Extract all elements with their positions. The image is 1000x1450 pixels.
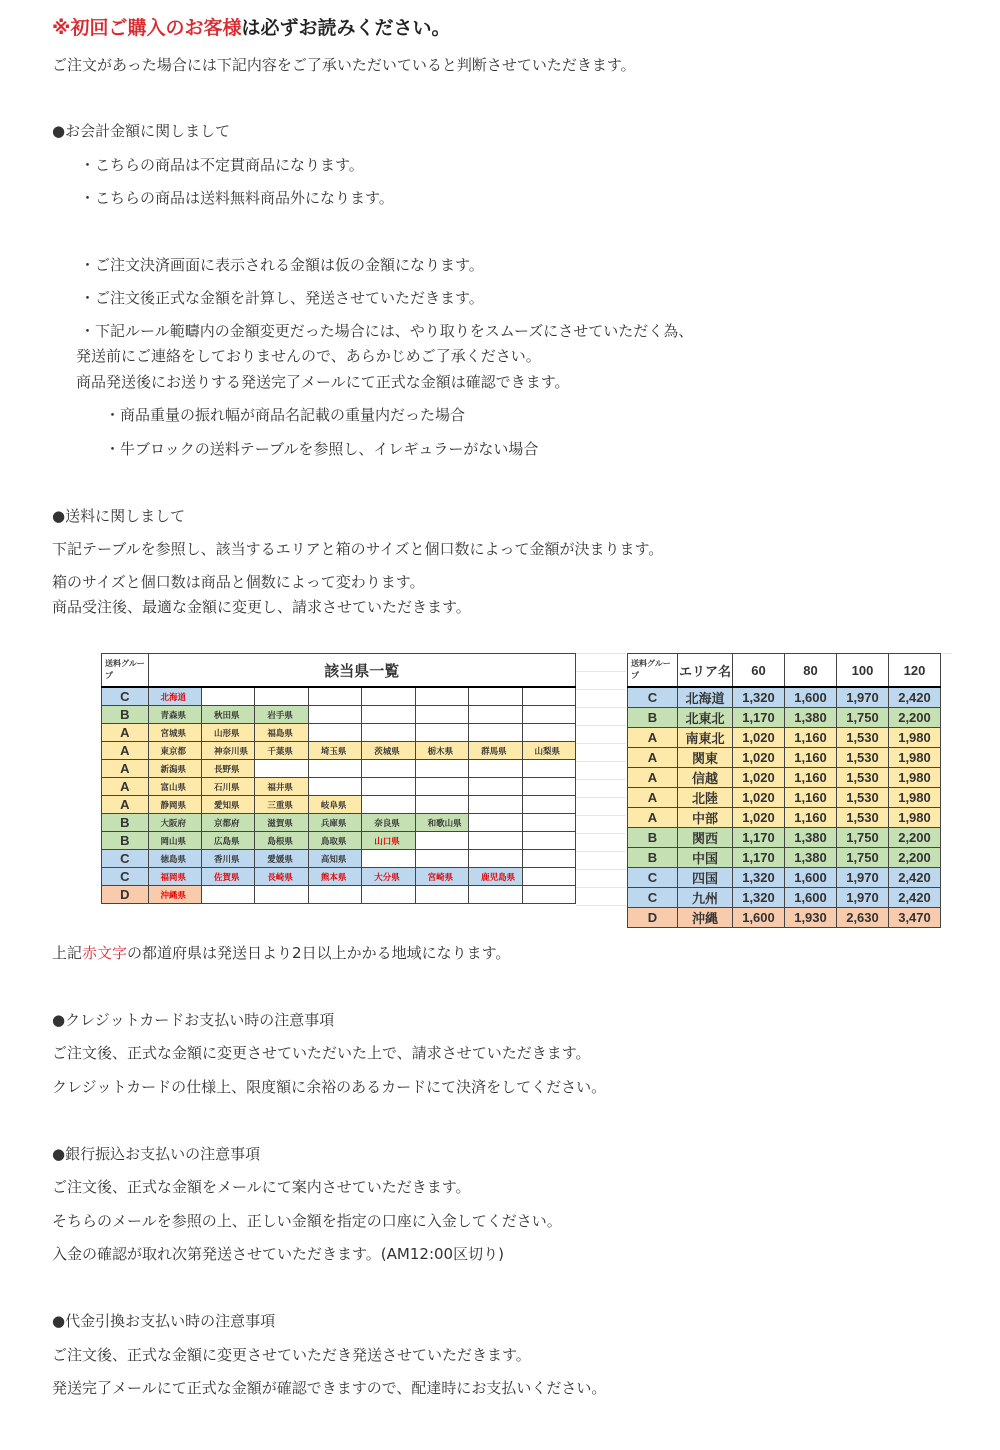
rate-cell: 1,170 — [733, 848, 785, 868]
prefecture-table-header — [102, 654, 576, 688]
prefecture-row — [102, 832, 576, 850]
prefecture-cell: 広島県 — [201, 832, 254, 850]
prefecture-cell: 鳥取県 — [308, 832, 361, 850]
group-cell: C — [628, 888, 678, 908]
shipping-line-1: 下記テーブルを参照し、該当するエリアと箱のサイズと個口数によって金額が決まります。 — [52, 540, 664, 558]
prefecture-cell — [362, 687, 415, 706]
prefecture-cell — [362, 778, 415, 796]
rate-table-header — [628, 654, 941, 688]
rate-cell: 1,320 — [733, 888, 785, 908]
rate-cell: 1,170 — [733, 708, 785, 728]
prefecture-cell — [469, 886, 522, 904]
rate-cell: 1,020 — [733, 788, 785, 808]
rate-cell: 1,750 — [837, 708, 889, 728]
prefecture-cell — [469, 850, 522, 868]
title-emphasis: ※初回ご購入のお客様 — [52, 17, 242, 39]
group-cell: B — [628, 848, 678, 868]
prefecture-cell — [469, 687, 522, 706]
prefecture-cell: 新潟県 — [148, 760, 201, 778]
area-cell: 関東 — [678, 748, 733, 768]
prefecture-cell: 宮城県 — [148, 724, 201, 742]
rate-row — [628, 728, 941, 748]
prefecture-cell — [522, 814, 576, 832]
cod-line-1: ご注文後、正式な金額に変更させていただき発送させていただきます。 — [52, 1346, 531, 1364]
rate-cell: 1,970 — [837, 868, 889, 888]
payment-line-3: ・ご注文決済画面に表示される金額は仮の金額になります。 — [80, 256, 484, 274]
prefecture-list-header: 該当県一覧 — [148, 654, 575, 688]
group-cell: C — [102, 868, 149, 886]
prefecture-cell: 栃木県 — [415, 742, 468, 760]
prefecture-cell — [362, 886, 415, 904]
rate-cell: 1,530 — [837, 728, 889, 748]
rate-cell: 1,970 — [837, 888, 889, 908]
prefecture-row — [102, 742, 576, 760]
group-cell: D — [628, 908, 678, 928]
rate-cell: 1,970 — [837, 687, 889, 708]
group-cell: B — [102, 814, 149, 832]
rate-row — [628, 748, 941, 768]
rate-cell: 2,420 — [889, 868, 941, 888]
prefecture-cell: 茨城県 — [362, 742, 415, 760]
prefecture-row — [102, 687, 576, 706]
prefecture-cell: 長崎県 — [255, 868, 308, 886]
prefecture-cell: 愛知県 — [201, 796, 254, 814]
prefecture-cell — [522, 796, 576, 814]
rate-cell: 1,980 — [889, 748, 941, 768]
note-suffix: の都道府県は発送日より2日以上かかる地域になります。 — [127, 944, 511, 962]
group-cell: C — [628, 868, 678, 888]
prefecture-cell: 福井県 — [255, 778, 308, 796]
prefecture-cell: 長野県 — [201, 760, 254, 778]
prefecture-cell — [415, 832, 468, 850]
rate-cell: 1,530 — [837, 808, 889, 828]
rate-cell: 1,380 — [785, 708, 837, 728]
group-cell: A — [628, 748, 678, 768]
prefecture-cell: 佐賀県 — [201, 868, 254, 886]
prefecture-cell: 徳島県 — [148, 850, 201, 868]
prefecture-cell — [255, 687, 308, 706]
rate-row — [628, 848, 941, 868]
rate-cell: 1,980 — [889, 768, 941, 788]
bank-line-3: 入金の確認が取れ次第発送させていただきます。(AM12:00区切り) — [52, 1245, 504, 1263]
prefecture-cell: 岩手県 — [255, 706, 308, 724]
note-prefix: 上記 — [52, 944, 83, 962]
prefecture-cell — [469, 724, 522, 742]
rate-cell: 1,160 — [785, 728, 837, 748]
prefecture-cell — [415, 724, 468, 742]
payment-line-5: ・下記ルール範疇内の金額変更だった場合には、やり取りをスムーズにさせていただく為、 — [80, 322, 694, 340]
rate-row — [628, 768, 941, 788]
prefecture-cell — [362, 724, 415, 742]
prefecture-cell — [522, 724, 576, 742]
group-cell: B — [102, 832, 149, 850]
rate-cell: 1,160 — [785, 788, 837, 808]
prefecture-cell — [308, 724, 361, 742]
payment-line-7: 商品発送後にお送りする発送完了メールにて正式な金額は確認できます。 — [76, 373, 570, 391]
group-cell: A — [102, 778, 149, 796]
area-cell: 沖縄 — [678, 908, 733, 928]
group-cell: A — [102, 760, 149, 778]
prefecture-cell: 岡山県 — [148, 832, 201, 850]
prefecture-cell — [308, 687, 361, 706]
prefecture-cell: 山梨県 — [522, 742, 576, 760]
bank-line-1: ご注文後、正式な金額をメールにて案内させていただきます。 — [52, 1178, 471, 1196]
rate-cell: 1,980 — [889, 728, 941, 748]
sheet-gridlines-right — [940, 653, 952, 672]
prefecture-cell — [308, 760, 361, 778]
group-cell: A — [628, 728, 678, 748]
prefecture-cell: 沖縄県 — [148, 886, 201, 904]
payment-line-1: ・こちらの商品は不定貫商品になります。 — [80, 156, 364, 174]
prefecture-cell: 北海道 — [148, 687, 201, 706]
prefecture-cell — [415, 796, 468, 814]
group-cell: C — [628, 687, 678, 708]
rate-row — [628, 788, 941, 808]
prefecture-cell: 神奈川県 — [201, 742, 254, 760]
prefecture-cell: 和歌山県 — [415, 814, 468, 832]
prefecture-cell: 千葉県 — [255, 742, 308, 760]
rate-row — [628, 868, 941, 888]
prefecture-row — [102, 706, 576, 724]
group-cell: C — [102, 687, 149, 706]
payment-line-9: ・牛ブロックの送料テーブルを参照し、イレギュラーがない場合 — [105, 440, 539, 458]
prefecture-cell — [522, 706, 576, 724]
prefecture-cell — [201, 687, 254, 706]
rate-row — [628, 908, 941, 928]
payment-line-8: ・商品重量の振れ幅が商品名記載の重量内だった場合 — [105, 406, 466, 424]
prefecture-cell: 静岡県 — [148, 796, 201, 814]
prefecture-cell: 奈良県 — [362, 814, 415, 832]
rate-cell: 2,420 — [889, 687, 941, 708]
prefecture-row — [102, 886, 576, 904]
group-cell: D — [102, 886, 149, 904]
prefecture-cell — [522, 778, 576, 796]
prefecture-row — [102, 868, 576, 886]
prefecture-row — [102, 760, 576, 778]
prefecture-cell — [469, 796, 522, 814]
group-cell: A — [628, 808, 678, 828]
prefecture-cell — [362, 760, 415, 778]
rate-cell: 2,420 — [889, 888, 941, 908]
prefecture-cell — [308, 778, 361, 796]
prefecture-cell: 愛媛県 — [255, 850, 308, 868]
area-cell: 四国 — [678, 868, 733, 888]
prefecture-cell — [522, 760, 576, 778]
cod-line-2: 発送完了メールにて正式な金額が確認できますので、配達時にお支払いください。 — [52, 1379, 607, 1397]
group-cell: A — [628, 768, 678, 788]
group-cell: A — [102, 724, 149, 742]
area-cell: 信越 — [678, 768, 733, 788]
rate-cell: 1,020 — [733, 748, 785, 768]
prefecture-cell — [415, 886, 468, 904]
area-header: エリア名 — [678, 654, 733, 688]
prefecture-cell — [201, 886, 254, 904]
prefecture-row — [102, 814, 576, 832]
prefecture-cell — [362, 706, 415, 724]
size-header: 100 — [837, 654, 889, 688]
rate-cell: 1,320 — [733, 868, 785, 888]
prefecture-cell: 香川県 — [201, 850, 254, 868]
rate-cell: 1,600 — [785, 888, 837, 908]
prefecture-cell — [522, 886, 576, 904]
rate-cell: 1,930 — [785, 908, 837, 928]
payment-line-4: ・ご注文後正式な金額を計算し、発送させていただきます。 — [80, 289, 484, 307]
prefecture-cell: 大分県 — [362, 868, 415, 886]
rate-row — [628, 687, 941, 708]
rate-cell: 1,750 — [837, 828, 889, 848]
area-cell: 北東北 — [678, 708, 733, 728]
group-cell: B — [628, 828, 678, 848]
prefecture-cell: 熊本県 — [308, 868, 361, 886]
prefecture-table — [101, 653, 576, 904]
prefecture-cell — [469, 706, 522, 724]
note-red-word: 赤文字 — [82, 944, 128, 962]
prefecture-cell — [469, 760, 522, 778]
rate-cell: 1,980 — [889, 788, 941, 808]
section-heading-bank: ●銀行振込お支払いの注意事項 — [52, 1145, 261, 1163]
prefecture-cell: 青森県 — [148, 706, 201, 724]
prefecture-cell: 京都府 — [201, 814, 254, 832]
group-cell: B — [628, 708, 678, 728]
rate-row — [628, 808, 941, 828]
section-heading-cod: ●代金引換お支払い時の注意事項 — [52, 1312, 276, 1330]
prefecture-row — [102, 850, 576, 868]
prefecture-cell — [362, 850, 415, 868]
rate-cell: 1,020 — [733, 808, 785, 828]
prefecture-cell: 富山県 — [148, 778, 201, 796]
size-header: 80 — [785, 654, 837, 688]
prefecture-cell — [469, 832, 522, 850]
size-header: 60 — [733, 654, 785, 688]
rate-row — [628, 888, 941, 908]
prefecture-cell: 島根県 — [255, 832, 308, 850]
prefecture-cell: 埼玉県 — [308, 742, 361, 760]
section-heading-shipping: ●送料に関しまして — [52, 507, 186, 525]
group-cell: C — [102, 850, 149, 868]
rate-cell: 1,600 — [733, 908, 785, 928]
rate-cell: 2,630 — [837, 908, 889, 928]
prefecture-cell — [415, 850, 468, 868]
title-rest: は必ずお読みください。 — [241, 17, 451, 39]
intro-text: ご注文があった場合には下記内容をご了承いただいていると判断させていただきます。 — [52, 56, 636, 74]
prefecture-row — [102, 724, 576, 742]
prefecture-cell — [469, 814, 522, 832]
prefecture-row — [102, 796, 576, 814]
rate-cell: 2,200 — [889, 828, 941, 848]
prefecture-cell — [469, 778, 522, 796]
group-header: 送料グループ — [102, 654, 149, 688]
rate-cell: 1,380 — [785, 848, 837, 868]
prefecture-cell — [415, 706, 468, 724]
prefecture-cell: 東京都 — [148, 742, 201, 760]
rate-cell: 1,530 — [837, 768, 889, 788]
rate-cell: 1,380 — [785, 828, 837, 848]
credit-line-1: ご注文後、正式な金額に変更させていただいた上で、請求させていただきます。 — [52, 1044, 591, 1062]
prefecture-row — [102, 778, 576, 796]
prefecture-cell — [255, 760, 308, 778]
area-cell: 北陸 — [678, 788, 733, 808]
page-title — [52, 16, 451, 40]
prefecture-cell: 滋賀県 — [255, 814, 308, 832]
prefecture-cell — [362, 796, 415, 814]
prefecture-cell: 山口県 — [362, 832, 415, 850]
prefecture-cell: 兵庫県 — [308, 814, 361, 832]
prefecture-cell — [255, 886, 308, 904]
rate-cell: 1,170 — [733, 828, 785, 848]
prefecture-cell — [415, 760, 468, 778]
prefecture-cell: 福島県 — [255, 724, 308, 742]
rate-cell: 2,200 — [889, 848, 941, 868]
rate-cell: 1,600 — [785, 687, 837, 708]
shipping-line-3: 商品受注後、最適な金額に変更し、請求させていただきます。 — [52, 598, 471, 616]
area-cell: 中部 — [678, 808, 733, 828]
credit-line-2: クレジットカードの仕様上、限度額に余裕のあるカードにて決済をしてください。 — [52, 1078, 607, 1096]
prefecture-cell: 大阪府 — [148, 814, 201, 832]
rate-cell: 1,320 — [733, 687, 785, 708]
rate-cell: 1,020 — [733, 768, 785, 788]
prefecture-cell — [308, 886, 361, 904]
area-cell: 九州 — [678, 888, 733, 908]
payment-line-6: 発送前にご連絡をしておりませんので、あらかじめご了承ください。 — [76, 347, 541, 365]
size-header: 120 — [889, 654, 941, 688]
shipping-line-2: 箱のサイズと個口数は商品と個数によって変わります。 — [52, 573, 425, 591]
rate-cell: 1,160 — [785, 768, 837, 788]
rate-row — [628, 708, 941, 728]
rate-cell: 1,160 — [785, 808, 837, 828]
rate-cell: 1,530 — [837, 748, 889, 768]
prefecture-cell: 鹿児島県 — [469, 868, 522, 886]
payment-line-2: ・こちらの商品は送料無料商品外になります。 — [80, 189, 394, 207]
rate-cell: 1,160 — [785, 748, 837, 768]
red-text-note — [52, 944, 510, 962]
prefecture-cell: 宮崎県 — [415, 868, 468, 886]
prefecture-cell: 三重県 — [255, 796, 308, 814]
group-cell: A — [102, 742, 149, 760]
rate-cell: 1,980 — [889, 808, 941, 828]
area-cell: 北海道 — [678, 687, 733, 708]
shipping-rate-table — [627, 653, 941, 928]
prefecture-cell — [415, 778, 468, 796]
group-cell: A — [102, 796, 149, 814]
prefecture-cell: 福岡県 — [148, 868, 201, 886]
prefecture-cell: 石川県 — [201, 778, 254, 796]
rate-cell: 1,750 — [837, 848, 889, 868]
area-cell: 南東北 — [678, 728, 733, 748]
section-heading-payment: ●お会計金額に関しまして — [52, 122, 231, 140]
group-cell: B — [102, 706, 149, 724]
area-cell: 中国 — [678, 848, 733, 868]
prefecture-cell: 秋田県 — [201, 706, 254, 724]
prefecture-cell: 山形県 — [201, 724, 254, 742]
prefecture-cell — [522, 850, 576, 868]
rate-cell: 2,200 — [889, 708, 941, 728]
prefecture-cell — [415, 687, 468, 706]
prefecture-cell: 群馬県 — [469, 742, 522, 760]
rate-row — [628, 828, 941, 848]
prefecture-cell — [308, 706, 361, 724]
prefecture-cell: 高知県 — [308, 850, 361, 868]
bank-line-2: そちらのメールを参照の上、正しい金額を指定の口座に入金してください。 — [52, 1212, 562, 1230]
prefecture-cell: 岐阜県 — [308, 796, 361, 814]
prefecture-cell — [522, 687, 576, 706]
prefecture-cell — [522, 832, 576, 850]
prefecture-cell — [522, 868, 576, 886]
section-heading-credit: ●クレジットカードお支払い時の注意事項 — [52, 1011, 335, 1029]
rate-cell: 1,020 — [733, 728, 785, 748]
rate-cell: 1,600 — [785, 868, 837, 888]
group-header: 送料グループ — [628, 654, 678, 688]
rate-cell: 1,530 — [837, 788, 889, 808]
rate-cell: 3,470 — [889, 908, 941, 928]
area-cell: 関西 — [678, 828, 733, 848]
group-cell: A — [628, 788, 678, 808]
sheet-gridlines — [576, 653, 626, 913]
